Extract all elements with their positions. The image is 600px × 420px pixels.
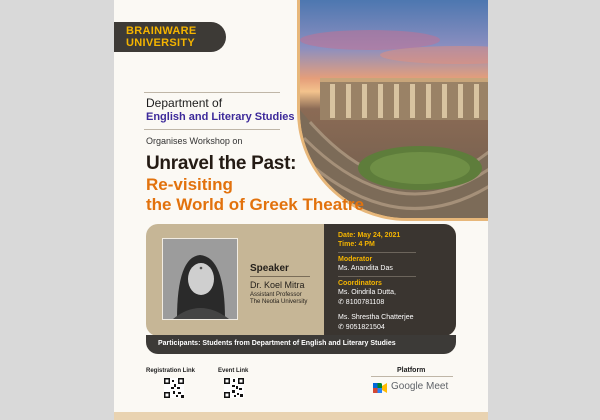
- department-name: English and Literary Studies: [146, 111, 295, 123]
- qr-code-icon: [164, 378, 184, 398]
- event-qr-code[interactable]: [224, 378, 244, 398]
- department-line1: Department of: [146, 96, 223, 110]
- bottom-strip: [114, 412, 488, 420]
- logo-line1: BRAINWARE: [126, 25, 197, 37]
- platform-label: Platform: [397, 367, 426, 374]
- coordinators-label: Coordinators: [338, 280, 382, 287]
- moderator-name: Ms. Anandita Das: [338, 265, 393, 272]
- participants-text: Participants: Students from Department of English and Literary Studies: [158, 340, 396, 347]
- registration-qr-code[interactable]: [164, 378, 184, 398]
- organises-text: Organises Workshop on: [146, 136, 243, 146]
- google-meet-text: Google Meet: [391, 381, 449, 392]
- event-time: Time: 4 PM: [338, 241, 375, 248]
- speaker-role: Assistant Professor: [250, 292, 302, 298]
- coordinator1-phone: ✆ 8100781108: [338, 299, 385, 306]
- title-line2: Re-visiting: [146, 175, 233, 194]
- speaker-name: Dr. Koel Mitra: [250, 280, 305, 290]
- theatre-illustration: [300, 0, 488, 218]
- coordinator1-name: Ms. Oindrila Dutta,: [338, 289, 396, 296]
- workshop-poster: [114, 0, 488, 420]
- participants-bar: [146, 335, 456, 354]
- divider: [338, 252, 416, 253]
- moderator-label: Moderator: [338, 256, 373, 263]
- coordinator2-phone: ✆ 9051821504: [338, 324, 385, 331]
- title-line3: the World of Greek Theatre: [146, 195, 364, 214]
- divider: [144, 129, 280, 130]
- divider: [371, 376, 453, 377]
- coordinator2-name: Ms. Shrestha Chatterjee: [338, 314, 414, 321]
- divider: [144, 92, 280, 93]
- google-meet-icon: [373, 382, 387, 394]
- speaker-photo: [162, 238, 238, 320]
- event-date: Date: May 24, 2021: [338, 232, 401, 239]
- university-logo: [114, 22, 226, 52]
- speaker-portrait: [163, 239, 237, 319]
- qr-code-icon: [224, 378, 244, 398]
- event-link-label: Event Link: [218, 368, 249, 374]
- divider: [338, 276, 416, 277]
- speaker-org: The Neotia University: [250, 299, 308, 305]
- title-line1: Unravel the Past:: [146, 153, 297, 174]
- greek-theatre-photo: [297, 0, 488, 221]
- registration-link-label: Registration Link: [146, 368, 196, 374]
- divider: [250, 276, 310, 277]
- event-info-panel: [146, 224, 456, 336]
- google-meet-logo: [373, 380, 453, 394]
- speaker-label: Speaker: [250, 263, 289, 274]
- logo-line2: UNIVERSITY: [126, 37, 196, 49]
